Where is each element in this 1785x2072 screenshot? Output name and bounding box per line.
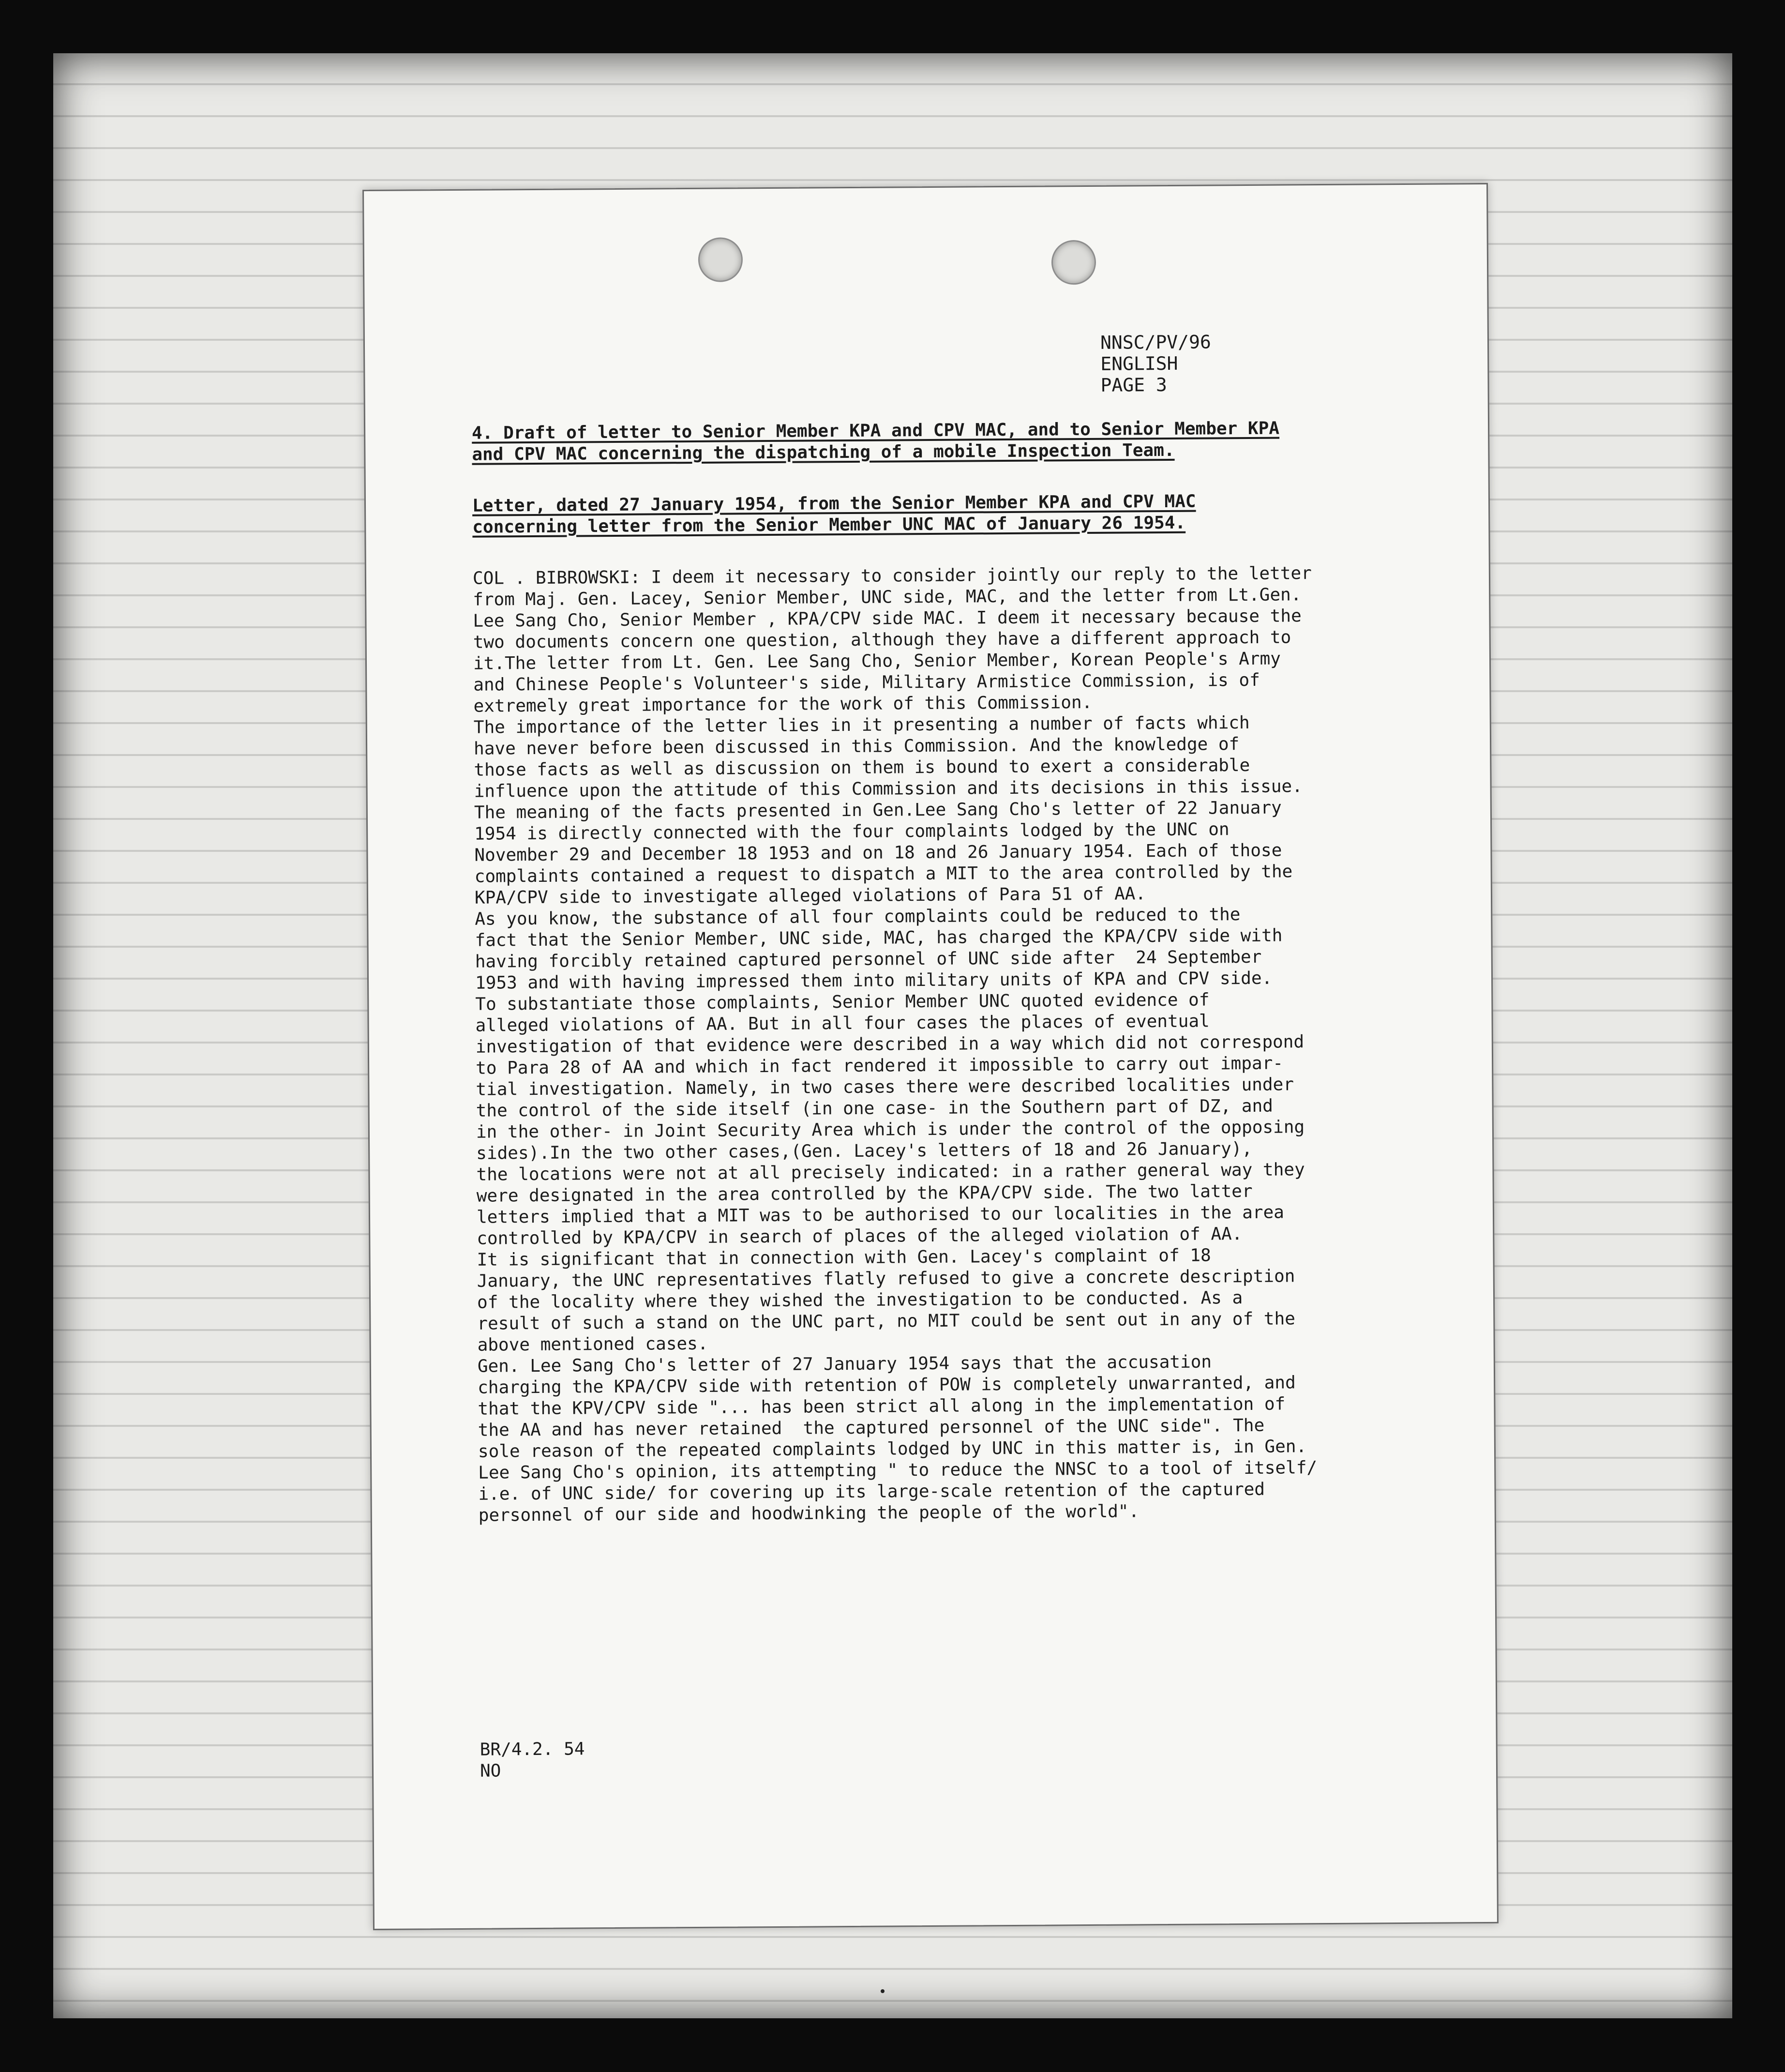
header-language: ENGLISH: [1100, 352, 1178, 375]
body-line: It is significant that in connection with Gen. Lacey's complaint of 18: [477, 1245, 1211, 1270]
body-line: November 29 and December 18 1953 and on 18 and 26 January 1954. Each of those: [474, 840, 1282, 865]
body-line: have never before been discussed in this Commission. And the knowledge of: [473, 734, 1240, 759]
body-line: extremely great importance for the work of this Commission.: [473, 692, 1093, 716]
body-line: in the other- in Joint Security Area which is under the control of the opposing: [476, 1117, 1305, 1142]
body-line: charging the KPA/CPV side with retention of POW is completely unwarranted, and: [478, 1373, 1296, 1398]
body-line: The importance of the letter lies in it presenting a number of facts which: [473, 712, 1250, 738]
agenda-heading-draft-letter: [472, 417, 1421, 466]
body-line: of the locality where they wished the investigation to be conducted. As a: [477, 1288, 1243, 1313]
body-line: i.e. of UNC side/ for covering up its large-scale retention of the captured: [478, 1479, 1265, 1504]
body-line: Lee Sang Cho, Senior Member , KPA/CPV side MAC. I deem it necessary because the: [473, 606, 1302, 631]
body-text: [473, 562, 1427, 1527]
body-line: alleged violations of AA. But in all four cases the places of eventual: [475, 1011, 1210, 1036]
speck: [881, 1989, 885, 1993]
body-line: that the KPV/CPV side "... has been strict all along in the implementation of: [478, 1394, 1286, 1419]
body-line: sole reason of the repeated complaints lodged by UNC in this matter is, in Gen.: [478, 1437, 1307, 1462]
document-footer: [480, 1739, 585, 1782]
body-line: KPA/CPV side to investigate alleged violations of Para 51 of AA.: [474, 884, 1146, 908]
body-line: and Chinese People's Volunteer's side, Military Armistice Commission, is of: [473, 670, 1260, 695]
body-line: 1953 and with having impressed them into military units of KPA and CPV side.: [475, 968, 1273, 993]
body-line: it.The letter from Lt. Gen. Lee Sang Cho, Senior Member, Korean People's Army: [473, 649, 1281, 674]
agenda-heading-letter: [472, 490, 1421, 538]
body-line: To substantiate those complaints, Senior Member UNC quoted evidence of: [475, 990, 1210, 1014]
body-line: 1954 is directly connected with the four complaints lodged by the UNC on: [474, 819, 1230, 844]
header-reference: NNSC/PV/96: [1100, 331, 1211, 353]
header-page: PAGE 3: [1100, 374, 1167, 396]
body-line: Lee Sang Cho's opinion, its attempting " to reduce the NNSC to a tool of itself/: [478, 1458, 1318, 1483]
body-line: the locations were not at all precisely indicated: in a rather general way they: [476, 1160, 1305, 1185]
footer-reference: BR/4.2. 54: [480, 1739, 585, 1760]
document-content: [471, 330, 1420, 1781]
footer-initials: NO: [480, 1761, 501, 1781]
body-line: to Para 28 of AA and which in fact rendered it impossible to carry out impar-: [476, 1053, 1284, 1078]
body-line: influence upon the attitude of this Commission and its decisions in this issue.: [474, 776, 1303, 802]
body-line: were designated in the area controlled by the KPA/CPV side. The two latter: [476, 1181, 1253, 1206]
body-line: The meaning of the facts presented in Gen.Lee Sang Cho's letter of 22 January: [474, 798, 1282, 823]
body-line: tial investigation. Namely, in two cases there were described localities under: [476, 1074, 1294, 1100]
body-line: fact that the Senior Member, UNC side, MAC, has charged the KPA/CPV side with: [475, 925, 1283, 951]
body-line: January, the UNC representatives flatly refused to give a concrete description: [477, 1266, 1295, 1291]
body-line: As you know, the substance of all four complaints could be reduced to the: [475, 905, 1241, 929]
body-line: those facts as well as discussion on them is bound to exert a considerable: [474, 755, 1250, 780]
document-header: [1100, 331, 1212, 395]
body-line: letters implied that a MIT was to be authorised to our localities in the area: [476, 1202, 1284, 1227]
heading-line: and CPV MAC concerning the dispatching of a mobile Inspection Team.: [472, 440, 1175, 465]
punch-hole: [698, 237, 743, 282]
punch-hole: [1051, 240, 1096, 285]
body-line: having forcibly retained captured personnel of UNC side after 24 September: [475, 947, 1262, 972]
body-line: investigation of that evidence were described in a way which did not correspond: [475, 1032, 1305, 1057]
body-line: two documents concern one question, although they have a different approach to: [473, 627, 1291, 652]
heading-line: concerning letter from the Senior Member UNC MAC of January 26 1954.: [472, 513, 1186, 537]
document-page: [362, 183, 1499, 1930]
body-line: complaints contained a request to dispatch a MIT to the area controlled by the: [474, 862, 1293, 887]
body-line: from Maj. Gen. Lacey, Senior Member, UNC side, MAC, and the letter from Lt.Gen.: [473, 585, 1302, 610]
heading-line: 4. Draft of letter to Senior Member KPA and CPV MAC, and to Senior Member KPA: [471, 418, 1280, 443]
body-line: above mentioned cases.: [477, 1333, 708, 1355]
body-line: the AA and has never retained the captured personnel of the UNC side". The: [478, 1415, 1265, 1440]
body-line: result of such a stand on the UNC part, no MIT could be sent out in any of the: [477, 1309, 1296, 1334]
body-line: Gen. Lee Sang Cho's letter of 27 January 1954 says that the accusation: [477, 1352, 1212, 1376]
body-line: personnel of our side and hoodwinking the people of the world".: [478, 1501, 1140, 1526]
heading-line: Letter, dated 27 January 1954, from the Senior Member KPA and CPV MAC: [472, 491, 1196, 516]
body-line: controlled by KPA/CPV in search of places of the alleged violation of AA.: [477, 1224, 1243, 1249]
body-line: COL . BIBROWSKI: I deem it necessary to consider jointly our reply to the letter: [472, 563, 1312, 589]
body-line: sides).In the two other cases,(Gen. Lacey's letters of 18 and 26 January),: [476, 1138, 1253, 1164]
body-line: the control of the side itself (in one case- in the Southern part of DZ, and: [476, 1096, 1273, 1121]
